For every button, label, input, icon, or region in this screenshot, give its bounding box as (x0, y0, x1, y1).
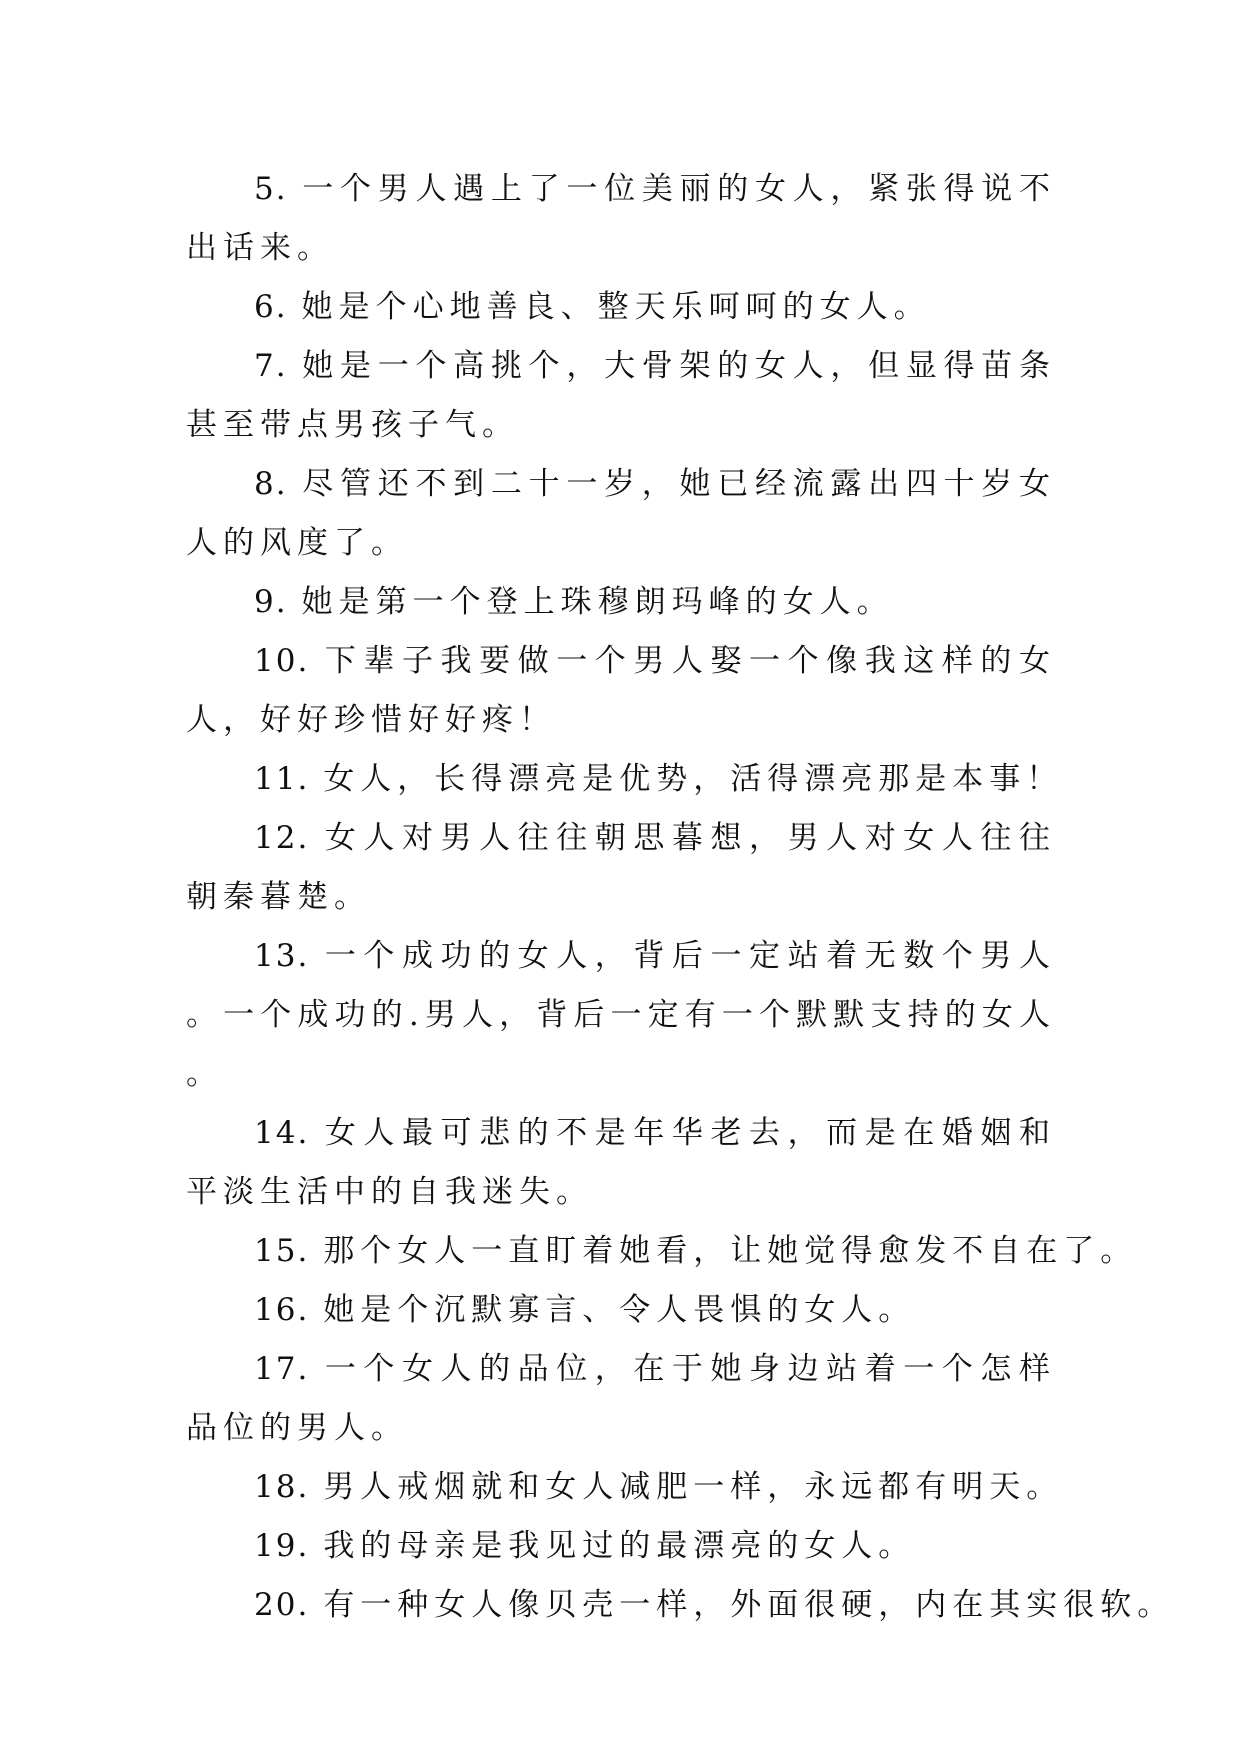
list-item (186, 809, 1056, 927)
item-text: 她是个沉默寡言、令人畏惧的女人。 (323, 1292, 916, 1328)
list-item (186, 1222, 1138, 1281)
item-number: 5. (254, 171, 288, 207)
document-body (186, 160, 1175, 1635)
item-text: 尽管还不到二十一岁，她已经流露出四十岁女人的风度了。 (186, 466, 1056, 561)
item-number: 11. (254, 761, 310, 797)
item-number: 10. (254, 643, 310, 679)
item-number: 15. (254, 1233, 310, 1269)
item-text: 一个男人遇上了一位美丽的女人，紧张得说不出话来。 (186, 171, 1056, 266)
item-number: 12. (254, 820, 310, 856)
item-number: 8. (254, 466, 288, 502)
list-item (186, 927, 1056, 1104)
list-item (186, 573, 1056, 632)
item-text: 我的母亲是我见过的最漂亮的女人。 (323, 1528, 916, 1564)
item-text: 男人戒烟就和女人减肥一样，永远都有明天。 (323, 1469, 1064, 1505)
item-number: 16. (254, 1292, 310, 1328)
list-item (186, 1517, 1056, 1576)
item-text: 女人，长得漂亮是优势，活得漂亮那是本事！ (323, 761, 1064, 797)
item-text: 有一种女人像贝壳一样，外面很硬，内在其实很软。 (323, 1587, 1175, 1623)
item-number: 14. (254, 1115, 310, 1151)
list-item (186, 1340, 1056, 1458)
item-number: 17. (254, 1351, 310, 1387)
list-item (186, 1104, 1056, 1222)
item-number: 7. (254, 348, 288, 384)
list-item (186, 160, 1056, 278)
list-item (186, 1576, 1175, 1635)
item-number: 6. (254, 289, 288, 325)
item-number: 18. (254, 1469, 310, 1505)
item-number: 19. (254, 1528, 310, 1564)
item-text: 她是第一个登上珠穆朗玛峰的女人。 (301, 584, 894, 620)
list-item (186, 1458, 1064, 1517)
item-text: 女人最可悲的不是年华老去，而是在婚姻和平淡生活中的自我迷失。 (186, 1115, 1056, 1210)
item-number: 9. (254, 584, 288, 620)
list-item (186, 632, 1056, 750)
item-text: 下辈子我要做一个男人娶一个像我这样的女人，好好珍惜好好疼！ (186, 643, 1056, 738)
list-item (186, 455, 1056, 573)
item-text: 那个女人一直盯着她看，让她觉得愈发不自在了。 (323, 1233, 1138, 1269)
list-item (186, 750, 1064, 809)
item-text: 她是个心地善良、整天乐呵呵的女人。 (301, 289, 931, 325)
item-number: 20. (254, 1587, 310, 1623)
list-item (186, 337, 1056, 455)
item-number: 13. (254, 938, 310, 974)
item-text: 一个女人的品位，在于她身边站着一个怎样品位的男人。 (186, 1351, 1056, 1446)
list-item (186, 1281, 1056, 1340)
item-text: 她是一个高挑个，大骨架的女人，但显得苗条甚至带点男孩子气。 (186, 348, 1056, 443)
item-text: 一个成功的女人，背后一定站着无数个男人。一个成功的.男人，背后一定有一个默默支持的女人。 (186, 938, 1056, 1092)
list-item (186, 278, 1056, 337)
item-text: 女人对男人往往朝思暮想，男人对女人往往朝秦暮楚。 (186, 820, 1056, 915)
